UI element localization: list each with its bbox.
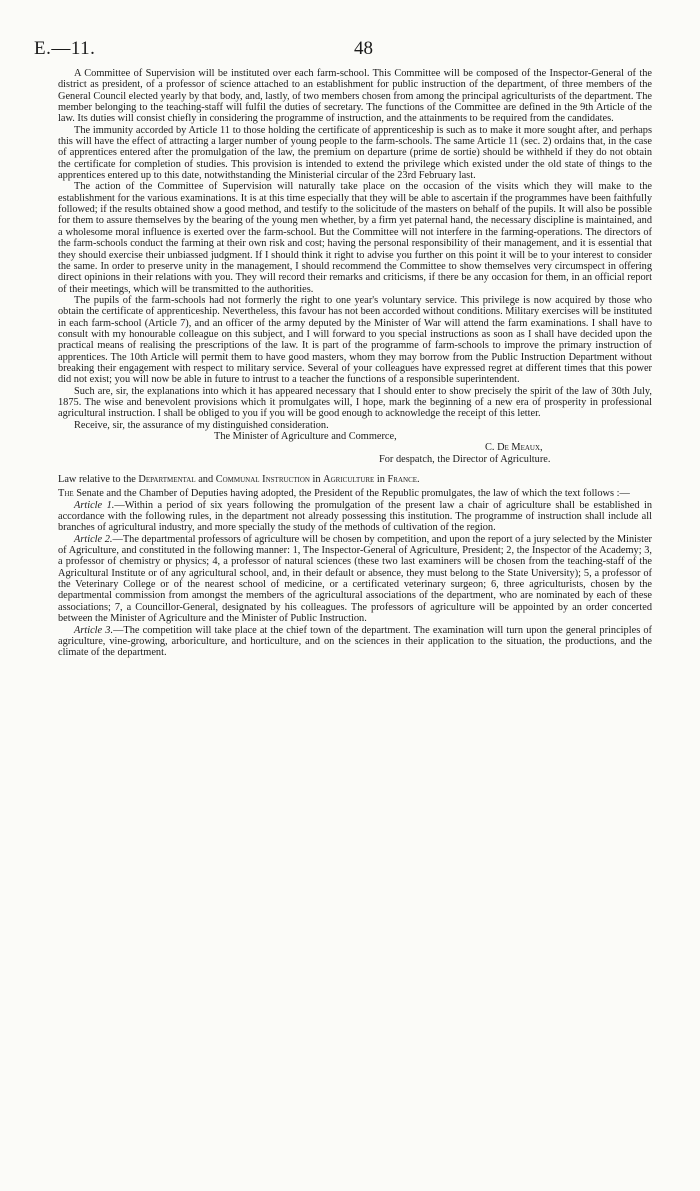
signature-minister: The Minister of Agriculture and Commerce, xyxy=(214,431,397,442)
paragraph-pupils: The pupils of the farm-schools had not formerly the right to one year's voluntary service. This privilege is now acquired by those who obtain the certificate of apprenticeship. Nevertheless, this favour has not been accorded without conditions. Military exercises will be instituted in each farm-school (Article 7), and an officer of the army deputed by the Minister of War will attend the farm examinations. I shall have to consult with my honourable colleague on this subject, and I will forward to you special instructions as soon as I shall have decided upon the practical means of realising the prescriptions of the law. It is part of the programme of farm-schools to improve the primary instruction of apprentices. The 10th Article will permit them to have good masters, whom they may borrow from the Public Instruction Department without breaking their engagement with respect to military service. Several of your colleagues have expressed regret at different times that this power did not exist; you will now be able in future to intrust to a teacher the functions of a responsible superintendent. xyxy=(58,294,652,386)
law-article-1: Article 1.—Within a period of six years following the promulgation of the present law a chair of agriculture shall be established in accordance with the following rules, in the department not already possessing this institution. The programme of instruction shall include all branches of agricultural industry, and more specially the study of the methods of cultivation of the region. xyxy=(58,499,652,534)
paragraph-action: The action of the Committee of Supervision will naturally take place on the occasion of the visits which they will make to the establishment for the various examinations. It is at this time especially that they will be able to ascertain if the programmes have been faithfully followed; if the results obtained show a good method, and testify to the solicitude of the masters on behalf of the pupils. It will also be possible for them to assure themselves by the bearing of the young men whether, by a firm yet paternal hand, the necessary discipline is maintained, and a wholesome moral influence is exerted over the farm-school. But the Committee will not interfere in the farming-operations. The directors of the farm-schools conduct the farming at their own risk and cost; having the personal responsibility of their management, and it is essential that they should exercise their unbiassed judgment. If I should think it right to advise you further on this point it will be to your interest to consider the same. In order to preserve unity in the management, I should recommend the Committee to show themselves very circumspect in offering direct opinions in their relations with you. They will record their remarks and criticisms, if there be any occasion for them, in an official report of their meetings, which will be transmitted to the authorities. xyxy=(58,181,653,295)
document-body xyxy=(58,68,652,659)
paragraph-committee: A Committee of Supervision will be instituted over each farm-school. This Committee will be composed of the Inspector-General of the district as president, of a professor of science attached to an establishment for public instruction of the department, of three members of the General Council elected yearly by that body, and, lastly, of two members chosen from among the principal agriculturists of the department. The member belonging to the teaching-staff will fulfil the duties of secretary. The functions of the Committee are defined in the 9th Article of the law. Its duties will consist chiefly in considering the programme of instruction, and the attainments to be required from the candidates. xyxy=(58,68,652,125)
document-reference: E.—11. xyxy=(34,38,96,59)
law-article-3: Article 3.—The competition will take place at the chief town of the department. The examination will turn upon the general principles of agriculture, vine-growing, arboriculture, and horticulture, and on the sciences in their application to the situation, the productions, and the climate of the department. xyxy=(58,624,652,659)
law-article-2: Article 2.—The departmental professors of agriculture will be chosen by competition, and upon the report of a jury selected by the Minister of Agriculture, and constituted in the following manner: 1, The Inspector-General of Agriculture, President; 2, the Inspector of the Academy; 3, a professor of chemistry or physics; 4, a professor of natural sciences (these two last examiners will be chosen from the teaching-staff of the Agricultural Institute or of any agricultural school, and, in their default or absence, they must belong to the State University); 5, a professor of the Veterinary College or of the nearest school of medicine, or a certificated veterinary surgeon; 6, three agriculturists, chosen by the departmental commission from amongst the members of the agricultural associations of the department, who are nominated by each of these associations; 7, a Councillor-General, designated by his colleagues. The professors of agriculture will be appointed by an order concerted between the Minister of Agriculture and the Minister of Public Instruction. xyxy=(58,533,652,625)
paragraph-immunity: The immunity accorded by Article 11 to those holding the certificate of apprenticeship is such as to make it more sought after, and perhaps this will have the effect of attracting a larger number of young people to the farm-schools. The same Article 11 (sec. 2) ordains that, in the case of apprentices entered after the promulgation of the law, the premium on departure (prime de sortie) should be withheld if they do not obtain the certificate for completion of studies. This provision is intended to extend the privilege which existed under the old state of things to the apprentices entered up to this date, notwithstanding the Ministerial circular of the 23rd February last. xyxy=(58,124,652,182)
law-preamble: The Senate and the Chamber of Deputies having adopted, the President of the Republic promulgates, the law of which the text follows :— xyxy=(58,488,630,500)
signature-despatch: For despatch, the Director of Agriculture. xyxy=(379,453,551,465)
page-header xyxy=(34,38,666,62)
paragraph-explanations: Such are, sir, the explanations into which it has appeared necessary that I should enter to show precisely the spirit of the law of 30th July, 1875. The wise and benevolent provisions which it promulgates will, I hope, mark the beginning of a new era of prosperity in professional agricultural instruction. I shall be obliged to you if you will be good enough to acknowledge the receipt of this letter. xyxy=(58,385,652,420)
page-number: 48 xyxy=(354,38,373,59)
signature-name: C. De Meaux, xyxy=(485,442,543,454)
law-title: Law relative to the Departmental and Communal Instruction in Agriculture in France. xyxy=(58,474,420,486)
paragraph-closing: Receive, sir, the assurance of my distinguished consideration. xyxy=(74,419,329,431)
